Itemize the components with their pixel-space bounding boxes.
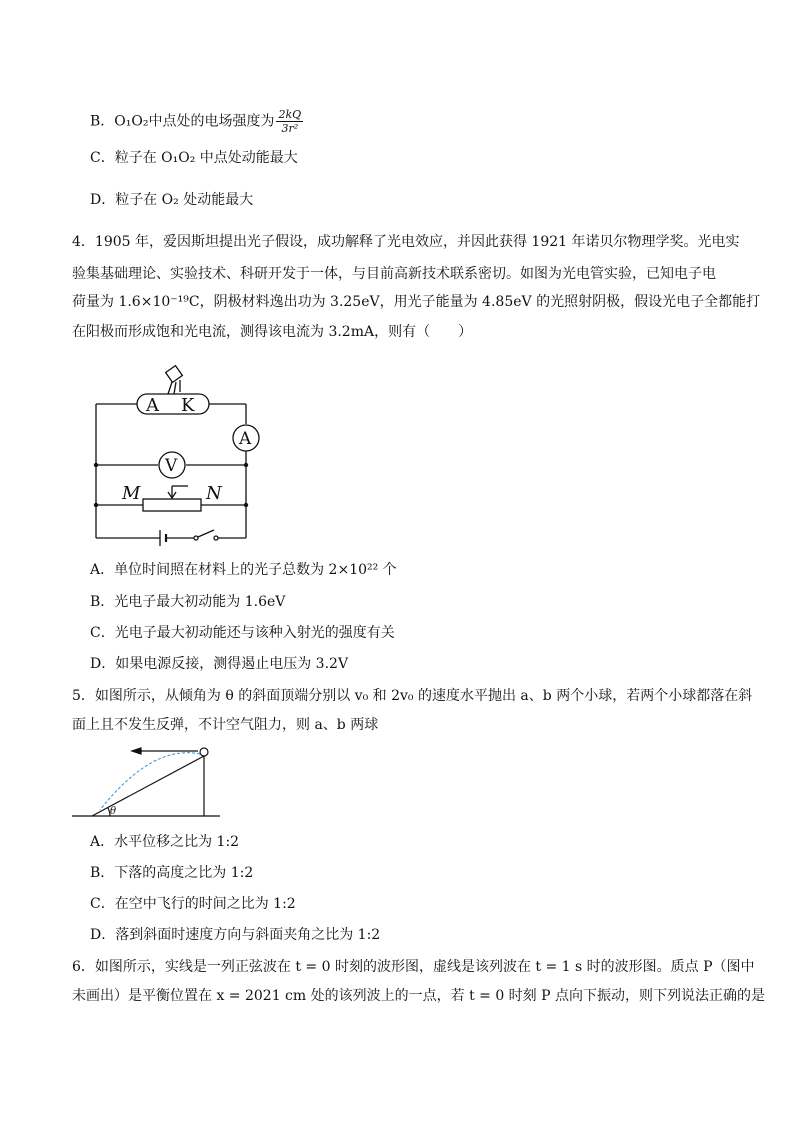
fraction-numerator: 2kQ <box>278 108 302 121</box>
ammeter-label: A <box>239 429 252 449</box>
switch-icon <box>198 530 214 537</box>
q5-stem-line1: 5．如图所示，从倾角为 θ 的斜面顶端分别以 v₀ 和 2v₀ 的速度水平抛出 a、b 两个小球，若两个小球都落在斜 <box>72 688 753 704</box>
light-source-icon <box>166 366 183 394</box>
q6-stem-line2: 未画出）是平衡位置在 x = 2021 cm 处的该列波上的一点，若 t = 0 时刻 P 点向下振动，则下列说法正确的是 <box>72 988 766 1004</box>
q5-option-c: C．在空中飞行的时间之比为 1:2 <box>90 896 296 912</box>
rheostat-label-m: M <box>122 483 141 504</box>
tube-label-k: K <box>181 395 195 416</box>
q5-option-a: A．水平位移之比为 1:2 <box>90 834 240 850</box>
q4-stem-line4: 在阳极而形成饱和光电流，测得该电流为 3.2mA，则有（ ） <box>72 324 473 340</box>
q4-stem-line3: 荷量为 1.6×10⁻¹⁹C，阴极材料逸出功为 3.25eV，用光子能量为 4.85eV 的光照射阴极，假设光电子全都能打 <box>72 294 761 310</box>
q3-option-b-label: B． <box>90 113 115 130</box>
q5-option-d: D．落到斜面时速度方向与斜面夹角之比为 1:2 <box>90 927 381 943</box>
q3-option-b <box>90 108 303 135</box>
fraction-denominator: 3r² <box>281 122 299 135</box>
q3-option-b-fraction <box>276 108 303 135</box>
ball-icon <box>200 748 208 756</box>
q3-option-c: C．粒子在 O₁O₂ 中点处动能最大 <box>90 150 298 166</box>
voltmeter-label: V <box>165 456 178 476</box>
q4-option-d: D．如果电源反接，测得遏止电压为 3.2V <box>90 656 349 672</box>
rheostat <box>143 499 201 511</box>
q4-circuit-diagram <box>88 358 268 548</box>
q4-option-c: C．光电子最大初动能还与该种入射光的强度有关 <box>90 625 395 641</box>
q3-option-d: D．粒子在 O₂ 处动能最大 <box>90 192 254 208</box>
trajectory-curve <box>100 753 200 810</box>
angle-label: θ <box>110 806 117 817</box>
q5-incline-diagram <box>72 744 222 820</box>
q5-stem-line2: 面上且不发生反弹，不计空气阻力，则 a、b 两球 <box>72 717 379 733</box>
q4-option-a: A．单位时间照在材料上的光子总数为 2×10²² 个 <box>90 562 397 578</box>
q3-option-b-text: O₁O₂中点处的电场强度为 <box>114 113 275 130</box>
q5-option-b: B．下落的高度之比为 1:2 <box>90 865 254 881</box>
q4-stem-line2: 验集基础理论、实验技术、科研开发于一体，与目前高新技术联系密切。如图为光电管实验，已知电子电 <box>72 266 716 282</box>
q6-stem-line1: 6．如图所示，实线是一列正弦波在 t = 0 时刻的波形图，虚线是该列波在 t = 1 s 时的波形图。质点 P（图中 <box>72 959 755 975</box>
q4-option-b: B．光电子最大初动能为 1.6eV <box>90 594 286 610</box>
rheostat-label-n: N <box>206 483 222 504</box>
tube-label-a: A <box>146 395 159 416</box>
q4-stem-line1: 4．1905 年，爱因斯坦提出光子假设，成功解释了光电效应，并因此获得 1921 年诺贝尔物理学奖。光电实 <box>72 234 740 250</box>
